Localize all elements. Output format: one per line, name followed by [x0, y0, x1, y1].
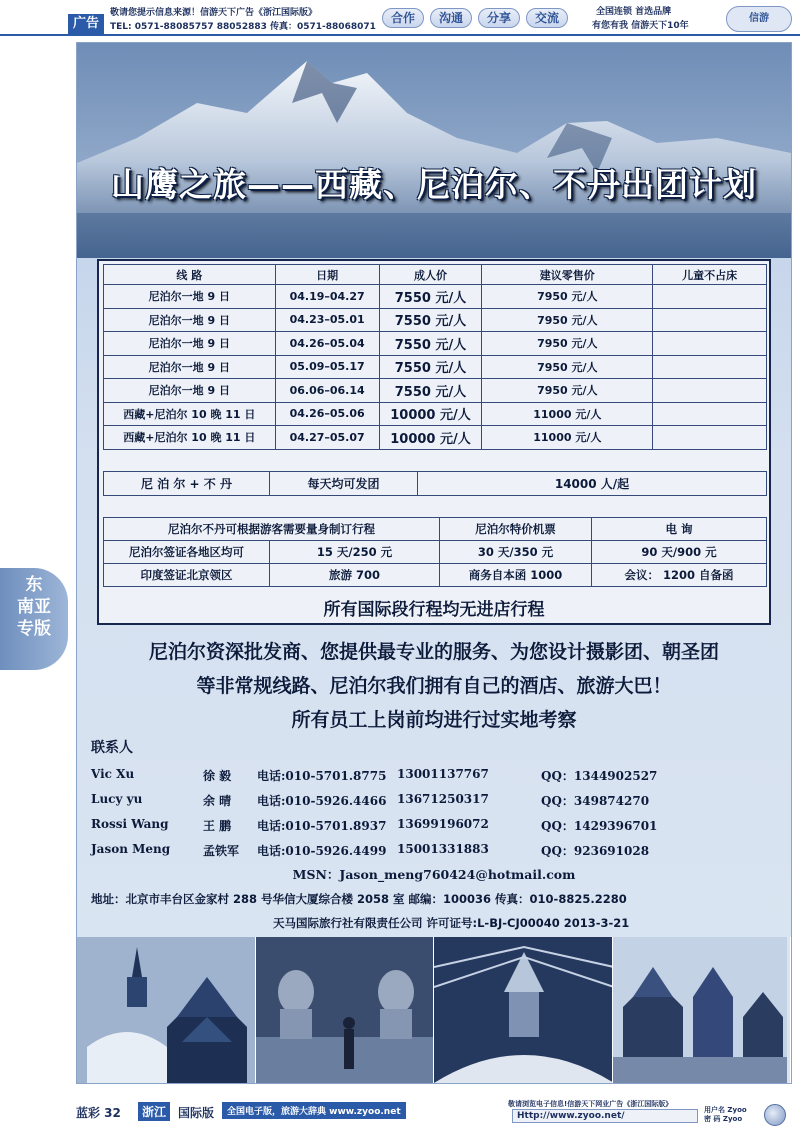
contacts-heading: 联系人: [91, 740, 133, 756]
airfare-cell: 尼泊尔特价机票: [440, 518, 592, 541]
col-child-no-bed: 儿童不占床: [653, 265, 767, 285]
ad-tag: 广告: [68, 14, 104, 34]
inquire-cell: 电 询: [592, 518, 767, 541]
route-cell: 尼泊尔一地 9 日: [104, 285, 276, 309]
temples-image: [613, 937, 787, 1083]
header-notice: 敬请您提示信息来源！信游天下广告《浙江国际版》: [110, 8, 318, 18]
password-label: 密 码 Zyoo: [704, 1115, 743, 1123]
schedule-box: [97, 259, 771, 625]
contact-chinese-name: 余 晴: [203, 794, 232, 808]
header-brand-line1: 全国连锁 首选品牌: [596, 7, 672, 17]
slogan-communication: 沟通: [430, 8, 472, 28]
table-row: [104, 379, 767, 403]
table-row: [104, 564, 767, 587]
col-date: 日期: [275, 265, 379, 285]
retail-price-cell: 11000 元/人: [482, 426, 653, 450]
table-row: [104, 402, 767, 426]
side-tab-line: 东: [25, 575, 43, 595]
child-price-cell: [653, 426, 767, 450]
contact-name: Vic Xu: [91, 767, 135, 781]
edition-label: 国际版: [178, 1106, 215, 1120]
company-line: 天马国际旅行社有限责任公司 许可证号:L-BJ-CJ00040 2013-3-21: [273, 916, 630, 930]
date-cell: 04.23–05.01: [275, 308, 379, 332]
table-row: [104, 355, 767, 379]
visa-label-cell: 尼泊尔签证各地区均可: [104, 541, 270, 564]
child-price-cell: [653, 285, 767, 309]
mountain-banner: [77, 43, 791, 258]
url-field[interactable]: Http://www.zyoo.net/: [512, 1109, 698, 1123]
contact-phone: 电话:010-5701.8937: [257, 819, 387, 833]
contact-chinese-name: 孟铁军: [203, 844, 240, 858]
login-labels: [704, 1106, 747, 1124]
contact-phone: 电话:010-5926.4499: [257, 844, 387, 858]
site-link[interactable]: 全国电子版，旅游大辞典 www.zyoo.net: [222, 1102, 406, 1119]
contact-row: [91, 767, 781, 787]
india-tourist-cell: 旅游 700: [270, 564, 440, 587]
child-price-cell: [653, 308, 767, 332]
advertisement: [76, 42, 792, 1084]
contact-qq: QQ：1429396701: [541, 819, 658, 833]
slogan-line-1: 尼泊尔资深批发商、您提供最专业的服务、为您设计摄影团、朝圣团: [148, 641, 719, 663]
statues-image: [256, 937, 435, 1083]
adult-price-cell: 7550 元/人: [379, 332, 482, 356]
retail-price-cell: 7950 元/人: [482, 308, 653, 332]
route-cell: 尼泊尔一地 9 日: [104, 308, 276, 332]
contact-qq: QQ：1344902527: [541, 769, 658, 783]
child-price-cell: [653, 355, 767, 379]
table-row: [104, 332, 767, 356]
pagoda-image: [77, 937, 256, 1083]
date-cell: 04.26–05.04: [275, 332, 379, 356]
contact-name: Rossi Wang: [91, 817, 169, 831]
contact-chinese-name: 王 鹏: [203, 819, 232, 833]
top-header: [0, 0, 800, 36]
date-cell: 04.19–04.27: [275, 285, 379, 309]
schedule-table: [103, 264, 767, 450]
footer-notice: 敬请浏览电子信息!信游天下网业广告《浙江国际版》: [508, 1100, 673, 1108]
contact-name: Lucy yu: [91, 792, 143, 806]
contact-phone: 电话:010-5701.8775: [257, 769, 387, 783]
main-title: 山鹰之旅——西藏、尼泊尔、不丹出团计划: [111, 165, 757, 204]
contact-row: [91, 792, 781, 812]
contact-row: [91, 842, 781, 862]
adult-price-cell: 7550 元/人: [379, 308, 482, 332]
bhutan-price-cell: 14000 人/起: [418, 472, 767, 496]
custom-itinerary-cell: 尼泊尔不丹可根据游客需要量身制订行程: [104, 518, 440, 541]
contact-name: Jason Meng: [91, 842, 171, 856]
contact-qq: QQ：923691028: [541, 844, 650, 858]
contact-phone: 电话:010-5926.4466: [257, 794, 387, 808]
side-tab-line: 专版: [17, 619, 51, 639]
pagoda-photo: [77, 937, 256, 1083]
date-cell: 04.27–05.07: [275, 426, 379, 450]
table-row: [104, 285, 767, 309]
child-price-cell: [653, 402, 767, 426]
header-brand-line2: 有您有我 信游天下10年: [592, 21, 689, 31]
adult-price-cell: 10000 元/人: [379, 426, 482, 450]
retail-price-cell: 7950 元/人: [482, 355, 653, 379]
slogan-cooperation: 合作: [382, 8, 424, 28]
child-price-cell: [653, 379, 767, 403]
route-cell: 西藏+尼泊尔 10 晚 11 日: [104, 402, 276, 426]
india-business-cell: 商务自本函 1000: [440, 564, 592, 587]
adult-price-cell: 10000 元/人: [379, 402, 482, 426]
brand-logo-text: 信游: [749, 13, 769, 24]
child-price-cell: [653, 332, 767, 356]
visa-30-day-cell: 30 天/350 元: [440, 541, 592, 564]
india-conference-cell: 会议： 1200 自备函: [592, 564, 767, 587]
slogan-exchange: 交流: [526, 8, 568, 28]
route-cell: 尼泊尔一地 9 日: [104, 332, 276, 356]
india-visa-label-cell: 印度签证北京领区: [104, 564, 270, 587]
table-row: [104, 541, 767, 564]
stupa-photo: [434, 937, 613, 1083]
contact-mobile: 13699196072: [397, 817, 489, 831]
bhutan-departure-cell: 每天均可发团: [270, 472, 418, 496]
table-row: [104, 472, 767, 496]
adult-price-cell: 7550 元/人: [379, 285, 482, 309]
date-cell: 05.09–05.17: [275, 355, 379, 379]
mountain-image: [77, 43, 791, 258]
contact-mobile: 13001137767: [397, 767, 489, 781]
retail-price-cell: 7950 元/人: [482, 285, 653, 309]
slogan-sharing: 分享: [478, 8, 520, 28]
contact-qq: QQ：349874270: [541, 794, 650, 808]
address-line: 地址：北京市丰台区金家村 288 号华信大厦综合楼 2058 室 邮编：100036 传真：010-8825.2280: [91, 892, 627, 906]
bhutan-route-cell: 尼 泊 尔 + 不 丹: [104, 472, 270, 496]
contact-mobile: 13671250317: [397, 792, 489, 806]
visa-table: [103, 517, 767, 587]
header-tel: TEL: 0571-88085757 88052883 传真：0571-88068071: [110, 22, 376, 32]
statues-photo: [256, 937, 435, 1083]
username-label: 用户名 Zyoo: [704, 1106, 747, 1114]
brand-logo: [726, 6, 792, 32]
route-cell: 尼泊尔一地 9 日: [104, 379, 276, 403]
no-shopping-note: 所有国际段行程均无进店行程: [323, 600, 545, 620]
col-route: 线 路: [104, 265, 276, 285]
date-cell: 06.06–06.14: [275, 379, 379, 403]
table-row: [104, 308, 767, 332]
retail-price-cell: 7950 元/人: [482, 332, 653, 356]
table-row: [104, 518, 767, 541]
footer: [0, 1096, 800, 1131]
visa-90-day-cell: 90 天/900 元: [592, 541, 767, 564]
page-number: 蓝彩 32: [76, 1106, 121, 1120]
temples-photo: [613, 937, 792, 1083]
slogan-line-2: 等非常规线路、尼泊尔我们拥有自己的酒店、旅游大巴！: [196, 675, 672, 697]
region-badge: 浙江: [138, 1102, 170, 1121]
msn-contact: MSN：Jason_meng760424@hotmail.com: [292, 867, 576, 882]
table-row: [104, 426, 767, 450]
col-adult-price: 成人价: [379, 265, 482, 285]
retail-price-cell: 7950 元/人: [482, 379, 653, 403]
route-cell: 尼泊尔一地 9 日: [104, 355, 276, 379]
bhutan-table: [103, 471, 767, 496]
section-side-tab: [0, 568, 68, 670]
browser-icon[interactable]: [764, 1104, 786, 1126]
photo-strip: [77, 937, 791, 1083]
contact-mobile: 15001331883: [397, 842, 489, 856]
retail-price-cell: 11000 元/人: [482, 402, 653, 426]
contact-chinese-name: 徐 毅: [203, 769, 232, 783]
side-tab-line: 南亚: [17, 597, 51, 617]
stupa-image: [434, 937, 613, 1083]
slogan-line-3: 所有员工上岗前均进行过实地考察: [291, 709, 577, 731]
route-cell: 西藏+尼泊尔 10 晚 11 日: [104, 426, 276, 450]
col-retail-price: 建议零售价: [482, 265, 653, 285]
header-slogans: [382, 8, 568, 28]
contact-row: [91, 817, 781, 837]
adult-price-cell: 7550 元/人: [379, 379, 482, 403]
date-cell: 04.26–05.06: [275, 402, 379, 426]
schedule-header-row: [104, 265, 767, 285]
visa-15-day-cell: 15 天/250 元: [270, 541, 440, 564]
adult-price-cell: 7550 元/人: [379, 355, 482, 379]
